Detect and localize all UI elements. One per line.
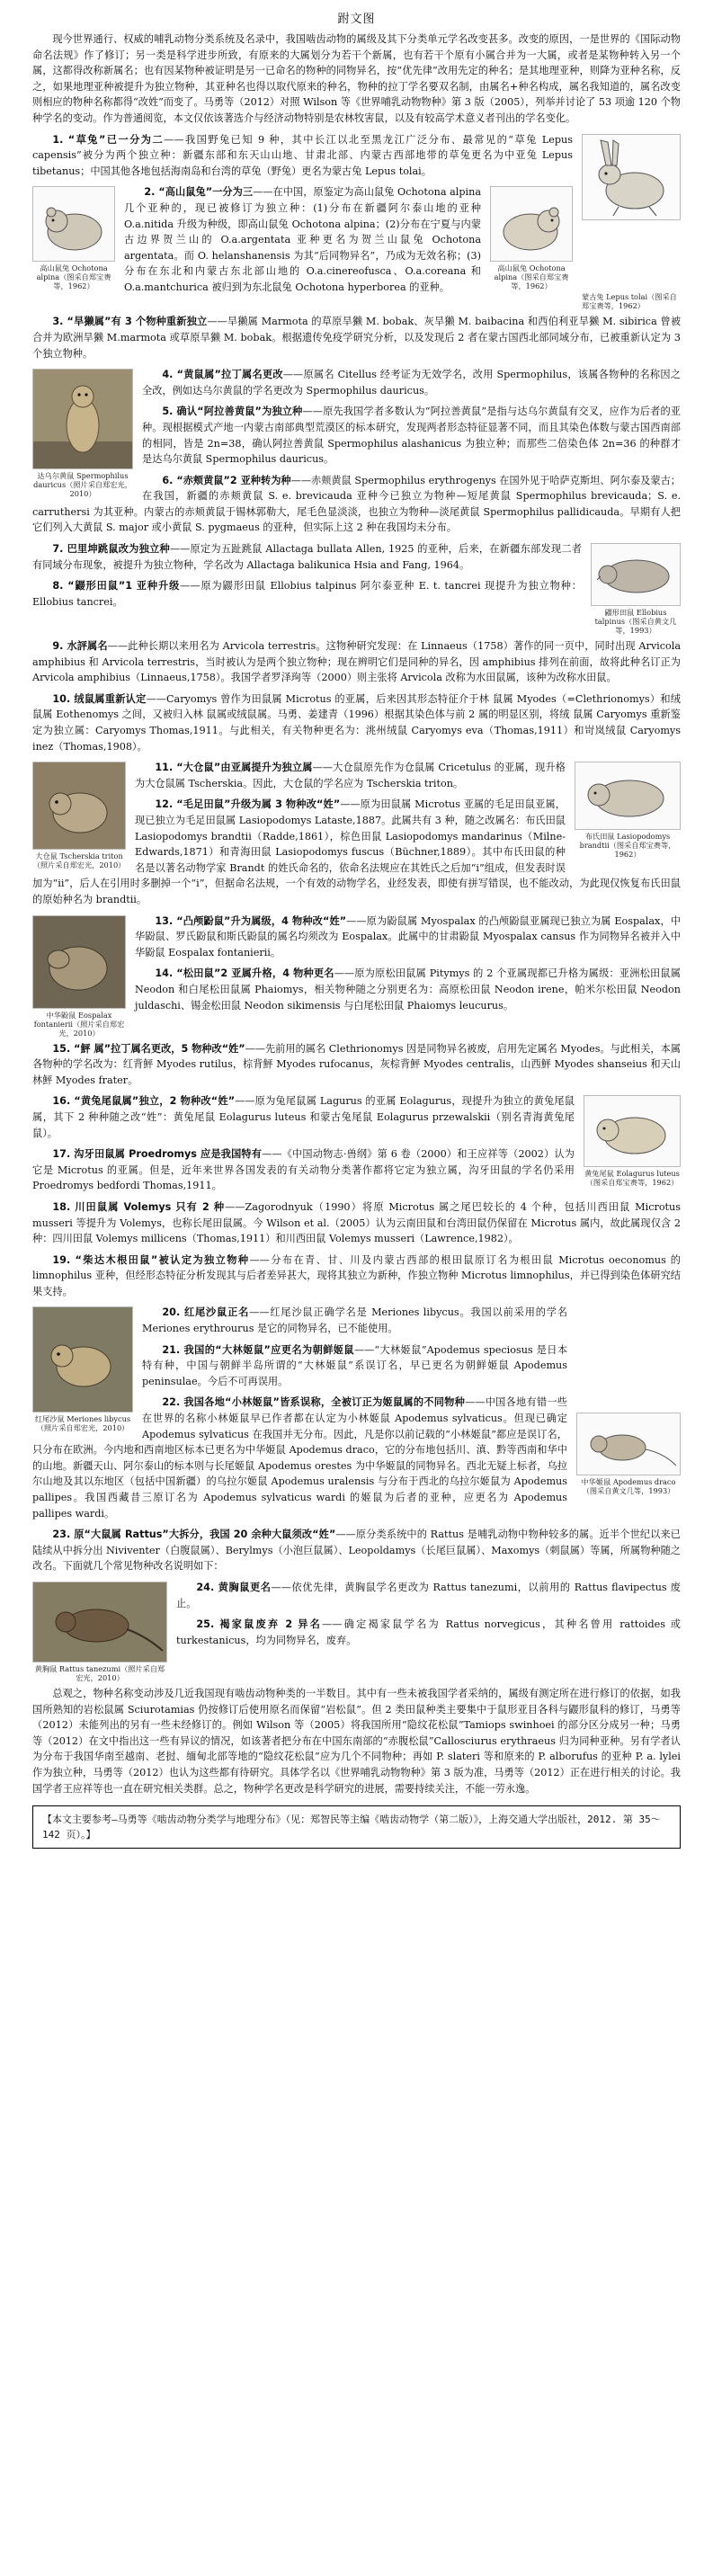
section-11-heading: 11. “大仓鼠”由亚属提升为独立属	[155, 762, 313, 774]
summary-paragraph: 总观之，物种名称变动涉及几近我国现有啮齿动物种类的一半数目。其中有一些未被我国学者采纳的，属级有测定所在进行修订的依据，如我国所熟知的岩松鼠属 Sciurotamias 仍按修订后使用原名而保留“岩松鼠”。但 2 类田鼠种类主要集中于鼠形亚目各科与鼹形鼠科的修订，马勇等（2012）未能列出的另有一些未经修订的。例如 Wilson 等（2005）将我国所用“隐纹花松鼠”Tamiops swinhoei 的部分区分成另一种；马勇等（2012）在文中指出这一些有异议的情况，如该著者把分布在中国东南部的“赤腹松鼠”Callosciurus erythraeus 归为同种亚种。另有学者认为分布于我国华南至越南、老挝、缅甸北部等地的“隐纹花松鼠”应为几个不同物种；再如 P. slateri 等和原来的 P. alborufus 的亚种 P. a. lylei 作为独立种，马勇等（2012）也认为这些都有待研究。具体学名以《世界哺乳动物物种》第 3 版为准，马勇等（2012）正在进行相关的讨论。我国学者王应祥等也一直在研究相关类群。总之，物种学名更改是科学研究的进展，需要持续关注，不能一劳永逸。	[32, 1687, 681, 1795]
figure-ochotona-right	[490, 186, 573, 290]
figure-ellobius-caption: 鼹形田鼠 Ellobius talpinus（图采自黄文几等，1993）	[594, 608, 677, 636]
figure-ochotona-right-image	[490, 186, 573, 262]
section-21-text: ——“大林姬鼠”Apodemus speciosus 是日本特有种，中国与朝鲜半岛所谓的“大林姬鼠”系误订名，早已更名为朝鲜姬鼠 Apodemus peninsulae。今后不可再误用。	[142, 1343, 568, 1387]
section-3-heading: 3. “旱獭属”有 3 个物种重新独立	[52, 316, 208, 328]
intro-paragraph: 现今世界通行、权威的哺乳动物分类系统及名录中，我国啮齿动物的属级及其下分类单元学名改变甚多。改变的原因，一是世界的《国际动物命名法规》作了修订；另一类是科学进步所致，有原来的大属划分为若干个新属，也有若干个原有小属合并为一大属，或者是某物种转入另一个属，这都得改称新属名；也有因某物种被证明是另一已命名的物种的同物异名，按“优先律”改用先定的种名；是其地理亚种，则降为亚种名称，反之，如果地理亚种被提升为独立物种，其亚种名也得以取代原来的种名，物种的拉丁学名要双名制，由属名+种名构成，属名我知道的，属名改变则相应的物种名称都得“改姓”而变了。马勇等（2012）对照 Wilson 等《世界哺乳动物物种》第 3 版（2005），列举并讨论了 53 项逾 120 个物种学名的变动。作为普通阅览，本文仅依该著选介与经济动物特别是农林牧害鼠，以及有较高学术意义者刊出的学名变化。	[32, 33, 681, 124]
section-24-text: ——依优先律，黄胸鼠学名更改为 Rattus tanezumi，以前用的 Rattus flavipectus 废止。	[176, 1581, 681, 1609]
section-15	[32, 1041, 681, 1089]
section-10-text: ——Caryomys 曾作为田鼠属 Microtus 的亚属，后来因其形态特征介于林 鼠属 Myodes（=Clethrionomys）和绒鼠属 Eothenomys 之间，又被归入林 鼠属或绒鼠属。马勇、姜建青（1996）根据其染色体与前 2 属的明显区别，将绒 鼠属 Caryomys 重新鉴定为独立属：Caryomys Thomas,1911。与此相关，有关物种更名为：洮州绒鼠 Caryomys eva（Thomas,1911）和岢岚绒鼠 Caryomys inez（Thomas,1908）。	[32, 692, 681, 753]
figure-eolagurus-caption: 黄兔尾鼠 Eolagurus luteus（图采自郑宝赉等，1962）	[584, 1169, 680, 1188]
figure-spermophilus-caption: 达乌尔黄鼠 Spermophilus dauricus（照片采自郑宏光，2010）	[33, 471, 132, 499]
figure-lasiopodomys	[575, 762, 681, 859]
section-9-heading: 9. 水評属名	[52, 640, 108, 653]
section-25-heading: 25. 褐家鼠废弃 2 异名	[196, 1618, 323, 1631]
section-11-text: ——大仓鼠原先作为仓鼠属 Cricetulus 的亚属，现升格为大仓鼠属 Tscherskia。因此，大仓鼠的学名应为 Tscherskia triton。	[135, 762, 566, 789]
section-23-heading: 23. 原“大鼠属 Rattus”大拆分，我国 20 余种大鼠须改“姓”	[52, 1529, 336, 1541]
section-16-text: ——原为兔尾鼠属 Lagurus 的亚属 Eolagurus，现提升为独立的黄兔尾鼠属，其下 2 种种随之改“姓”：黄兔尾鼠 Eolagurus luteus 和蒙古兔尾鼠 Eolagurus przewalskii（别名青海黄兔尾鼠）。	[32, 1095, 575, 1139]
section-8-text: ——原为鼹形田鼠 Ellobius talpinus 阿尔泰亚种 E. t. tancrei 现提升为独立物种：Ellobius tancrei。	[32, 580, 582, 608]
figure-ochotona-left-image	[32, 186, 115, 262]
figure-apodemus-caption: 中华姬鼠 Apodemus draco（图采自黄文几等，1993）	[581, 1477, 676, 1496]
section-6-text: ——赤颊黄鼠 Spermophilus erythrogenys 在国外见于哈萨克斯坦、阿尔泰及蒙古；在我国，新疆的赤颊黄鼠 S. e. brevicauda 亚种今已独立为物种—短尾黄鼠 Spermophilus brevicauda；S. e. carruthersi 为其亚种。内蒙古的赤颊黄鼠于锡林郭勒大，尾毛色显淡淡，也独立为物种—淡尾黄鼠 Spermophilus pallidicauda。早期有人把它们列入大黄鼠 S. major 或小黄鼠 S. pygmaeus 的亚种，但实际上这 2 种在我国均未分布。	[32, 474, 681, 534]
section-8-heading: 8. “鼹形田鼠”1 亚种升级	[52, 580, 181, 593]
section-3-text: ——旱獭属 Marmota 的草原旱獭 M. bobak、灰旱獭 M. baibacina 和西伯利亚旱獭 M. sibirica 曾被合并为欧洲旱獭 M.marmota 或草原旱獭 M. bobak。根据遗传免疫学研究分析，以及发现后 2 者在蒙古国西北部同域分布，已被重新认定为 3 个独立物种。	[32, 316, 682, 360]
section-16-heading: 16. “黄兔尾鼠属”独立，2 物种改“姓”	[52, 1095, 236, 1108]
section-14-text: ——原为原松田鼠属 Pitymys 的 2 个亚属现都已升格为属级：亚洲松田鼠属 Neodon 和白尾松田鼠属 Phaiomys，相关物种随之分别更名为：高原松田鼠 Neodon irene，帕米尔松田鼠 Neodon juldaschi、锡金松田鼠 Neodon sikimensis 与白尾松田鼠 Phaiomys leucurus。	[135, 967, 681, 1012]
figure-ellobius	[591, 543, 681, 635]
section-7	[32, 541, 681, 573]
section-18	[32, 1199, 681, 1247]
section-13-heading: 13. “凸颅鼢鼠”升为属级，4 物种改“姓”	[155, 914, 347, 927]
figure-lasiopodomys-caption: 布氏田鼠 Lasiopodomys brandtii（图采自郑宝赉等，1962）	[579, 832, 676, 860]
section-24-heading: 24. 黄胸鼠更名	[196, 1581, 272, 1593]
section-10	[32, 691, 681, 754]
figure-lasiopodomys-image	[575, 762, 681, 830]
section-10-heading: 10. 绒鼠属重新认定	[52, 692, 147, 705]
figure-ochotona-left-caption: 高山鼠兔 Ochotona alpina（图采自郑宝赉等，1962）	[36, 263, 111, 291]
figure-spermophilus	[32, 369, 133, 498]
section-22-heading: 22. 我国各地“小林姬鼠”皆系误称，全被订正为姬鼠属的不同物种	[162, 1396, 466, 1409]
section-9	[32, 638, 681, 686]
section-12-text: ——原为田鼠属 Microtus 亚属的毛足田鼠亚属，现已独立为毛足田鼠属 Lasiopodomys Lataste,1887。此属共有 3 种，随之改属名：布氏田鼠 Lasiopodomys brandtii（Radde,1861），棕色田鼠 Lasiopodomys mandarinus（Milne-Edwards,1871）和青海田鼠 Lasiopodomys fuscus（Büchner,1889）。其中布氏田鼠的种名是以著名动物学家 Brandt 的姓氏命名的，依命名法规应在其姓氏之后加“i”组成，但发表时误加为“ii”，后人在引用时多删掉一个“i”，但据命名法规，一个有效的动物学名，业经发表，即使有拼写错误，也不能改动，为此现仅恢复布氏田鼠的原始种名为 brandtii。	[32, 798, 681, 905]
section-20-heading: 20. 红尾沙鼠正名	[162, 1306, 250, 1319]
section-2-text: ——在中国，原鉴定为高山鼠兔 Ochotona alpina 几个亚种的，现已被修订为独立种：(1)分布在新疆阿尔泰山地的亚种 O.a.nitida 升级为种级，即高山鼠兔 Ochotona alpina；(2)分布在宁夏与内蒙古边界贺兰山的 O.a.argentata 亚种更名为贺兰山鼠兔 Ochotona argentata。而 O. helanshanensis 为其“后同物异名”，乃成为无效名称；(3)分布在东北和内蒙古东北部山地的 O.a.cinereofusca、O.a.coreana 和 O.a.mantchurica 被归到为东北鼠兔 Ochotona hyperborea 的亚种。	[124, 186, 481, 293]
section-14-heading: 14. “松田鼠”2 亚属升格，4 物种更名	[155, 967, 334, 980]
figure-tscherskia-image	[32, 762, 126, 850]
section-4-text: ——原属名 Citellus 经考证为无效学名，改用 Spermophilus，该属各物种的名称因之全改，例如达乌尔黄鼠的学名更改为 Spermophilus dauricus。	[142, 369, 681, 397]
section-13	[32, 914, 681, 961]
figure-lepus	[582, 134, 681, 220]
figure-ellobius-image	[591, 543, 681, 606]
figure-eospalax	[32, 915, 126, 1038]
section-20-text: ——红尾沙鼠正确学名是 Meriones libycus。我国以前采用的学名 Meriones erythrourus 是它的同物异名，已不能使用。	[142, 1306, 567, 1335]
figure-ochotona-right-caption: 高山鼠兔 Ochotona alpina（图采自郑宝赉等，1962）	[494, 263, 569, 291]
section-23	[32, 1527, 681, 1574]
figure-tscherskia-caption: 大仓鼠 Tscherskia triton（照片采自郑宏光，2010）	[32, 851, 126, 870]
figure-spermophilus-image	[32, 369, 133, 469]
section-12-heading: 12. “毛足田鼠”升级为属 3 物种改“姓”	[155, 798, 341, 811]
section-19	[32, 1252, 681, 1300]
figure-lepus-caption: 蒙古兔 Lepus tolai（图采自郑宝赉等，1962）	[582, 292, 677, 311]
figure-eolagurus	[584, 1095, 681, 1187]
section-9-text: ——此种长期以来用名为 Arvicola terrestris。这物种研究发现：在 Linnaeus（1758）著作的同一页中，同时出现 Arvicola amphibius 和 Arvicola terrestris，当时被认为是两个独立物种；现在辨明它们是同种的异名，因 amphibius 排列在前面，故将此种名订正为 Arvicola amphibius（Linnaeus,1758）。我国学者罗泽珣等（2000）则主张将 Arvicola 改称为水田鼠属，该种为改称水田鼠。	[32, 640, 681, 684]
section-13-text: ——原为鼢鼠属 Myospalax 的凸颅鼢鼠亚属现已独立为属 Eospalax，中华鼢鼠、罗氏鼢鼠和斯氏鼢鼠的属名均须改为 Eospalax。此属中的甘肃鼢鼠 Myospalax cansus 作为同物异名被并入中华鼢鼠 Eospalax fontanierii。	[135, 914, 682, 958]
section-6-heading: 6. “赤颊黄鼠”2 亚种转为种	[162, 474, 291, 486]
figure-apodemus-image	[576, 1413, 681, 1475]
section-21-heading: 21. 我国的“大林姬鼠”应更名为朝鲜姬鼠	[162, 1343, 354, 1356]
figure-meriones-caption: 红尾沙鼠 Meriones libycus（照片采自郑宏光，2010）	[34, 1414, 131, 1433]
section-18-text: ——Zagorodnyuk（1990）将原 Microtus 属之尾巴较长的 4 个种，包括川西田鼠 Microtus musseri 等提升为 Volemys，也称长尾田鼠属。今 Wilson et al.（2005）认为云南田鼠和台湾田鼠仍保留在 Microtus 属内，故此属现仅含 2 种：四川田鼠 Volemys millicens（Thomas,1911）和川西田鼠 Volemys musseri（Lawrence,1982）。	[32, 1200, 681, 1245]
section-1-text: ——我国野兔已知 9 种，其中长江以北至黑龙江广泛分布、最常见的“草兔 Lepus capensis”被分为两个独立种：新疆东部和东天山山地、甘肃北部、内蒙古西部地带的草兔更名为中亚兔 Lepus tibetanus；中国其他各地包括海南岛和台湾的草兔（野兔）更名为蒙古兔 Lepus tolai。	[32, 133, 573, 177]
section-2-heading: 2. “高山鼠兔”一分为三	[144, 186, 254, 199]
section-25-text: ——确定褐家鼠学名为 Rattus norvegicus，其种名曾用 rattoides 或 turkestanicus，均为同物异名，废弃。	[176, 1618, 681, 1646]
section-19-text: ——分布在青、甘、川及内蒙古西部的根田鼠原订名为根田鼠 Microtus oeconomus 的 limnophilus 亚种，但经形态特征分析发现其与后者差异甚大，现将其独立为新种，作独立物种 Microtus limnophilus，并已得到染色体研究结果支持。	[32, 1253, 681, 1297]
section-14	[32, 966, 681, 1013]
section-8	[32, 578, 681, 610]
figure-rattus-caption: 黄胸鼠 Rattus tanezumi（照片采自郑宏光，2010）	[34, 1663, 165, 1682]
section-3	[32, 314, 681, 361]
section-15-text: ——先前用的属名 Clethrionomys 因是同物异名被废，启用先定属名 Myodes。与此相关，本属各物种的学名改为：红背鮃 Myodes rutilus，棕背鮃 Myodes rufocanus，灰棕背鮃 Myodes centralis，山西鮃 Myodes shanseius 和天山林鮃 Myodes frater。	[32, 1042, 681, 1086]
section-7-text: ——原定为五趾跳鼠 Allactaga bullata Allen, 1925 的亚种，后来，在新疆东部发现二者有同域分布现象，被提升为独立物种，学名改为 Allactaga balikunica Hsia and Fang, 1964。	[32, 543, 582, 571]
section-22-text: ——中国各地有错一些在世界的名称小林姬鼠早已作者都在认定为小林姬鼠 Apodemus sylvaticus。但现已确定 Apodemus sylvaticus 在我国并无分布。因此，凡是你以前记载的“小林姬鼠”都应是误订名，只分布在欧洲。今内地和西南地区标本已更名为中华姬鼠 Apodemus draco，它的分布地包括川、滇、黔等西南和华中的山地。新疆天山、阿尔泰山的标本则与长尾姬鼠 Apodemus orestes 为中华姬鼠的同物异名。西北无疑上标者，乌拉尔山地及其以东地区（包括中国新疆）的乌拉尔姬鼠 Apodemus uralensis 与分布于西北的乌拉尔姬鼠为 Apodemus pallipes。我国西藏昔三原订名为 Apodemus sylvaticus wardi 的姬鼠为后者的亚种，应更名为 Apodemus pallipes wardi。	[32, 1396, 567, 1520]
section-5-text: ——原先我国学者多数认为“阿拉善黄鼠”是指与达乌尔黄鼠有交叉，应作为后者的亚种。现根据模式产地一内蒙古南部典型荒漠区的标本研究，发现两者形态特征显著不同，而且其染色体数与蒙古国西南部的相同，皆是 2n=38，确认阿拉善黄鼠 Spermophilus alashanicus 为独立种；而那些二倍染色体 2n=36 的种群才是达乌尔黄鼠 Spermophilus dauricus。	[142, 406, 681, 466]
figure-ochotona-left	[32, 186, 115, 290]
figure-rattus-image	[32, 1582, 167, 1662]
section-1-heading: 1. “草兔”已一分为二	[52, 133, 165, 146]
figure-meriones	[32, 1306, 133, 1432]
figure-eolagurus-image	[584, 1095, 681, 1167]
section-5-heading: 5. 确认“阿拉善黄鼠”为独立种	[162, 406, 303, 418]
reference-box: 【本文主要参考—马勇等《啮齿动物分类学与地理分布》（见：郑智民等主编《啮齿动物学（第二版）》，上海交通大学出版社，2012. 第 35～142 页）。】	[32, 1805, 681, 1849]
section-17-heading: 17. 沟牙田鼠属 Proedromys 应是我国特有	[52, 1148, 263, 1161]
figure-apodemus	[576, 1413, 681, 1495]
section-19-heading: 19. “柴达木根田鼠”被认定为独立物种	[52, 1253, 250, 1266]
section-17-text: ——《中国动物志·兽纲》第 6 卷（2000）和王应祥等（2002）认为它是 Microtus 的亚属。但是，近年来世界各国发表的有关动物分类著作都将它定为独立属，沟牙田鼠的学名仍采用 Proedromys bedfordi Thomas,1911。	[32, 1148, 575, 1192]
figure-meriones-image	[32, 1306, 133, 1413]
figure-eospalax-caption: 中华鼢鼠 Eospalax fontanierii（照片采自郑宏光，2010）	[33, 1010, 125, 1038]
section-23-text: ——原分类系统中的 Rattus 是哺乳动物中物种较多的属。近半个世纪以来已陆续从中拆分出 Niviventer（白腹鼠属）、Berylmys（小泡巨鼠属）、Leopoldamys（长尾巨鼠属）、Maxomys（刺鼠属）等属，所属物种随之改名。下面就几个常见物种改名说明如下：	[32, 1529, 681, 1573]
section-15-heading: 15. “鮃 属”拉丁属名更改，5 物种改“姓”	[52, 1042, 245, 1055]
section-4-heading: 4. “黄鼠属”拉丁属名更改	[162, 369, 283, 381]
section-18-heading: 18. 川田鼠属 Volemys 只有 2 种	[52, 1200, 226, 1213]
page-title: 跗文图	[337, 13, 376, 26]
figure-lepus-image	[582, 134, 681, 220]
figure-eospalax-image	[32, 915, 126, 1009]
section-7-heading: 7. 巴里坤跳鼠改为独立种	[52, 543, 170, 556]
figure-rattus	[32, 1582, 167, 1682]
figure-tscherskia	[32, 762, 126, 869]
